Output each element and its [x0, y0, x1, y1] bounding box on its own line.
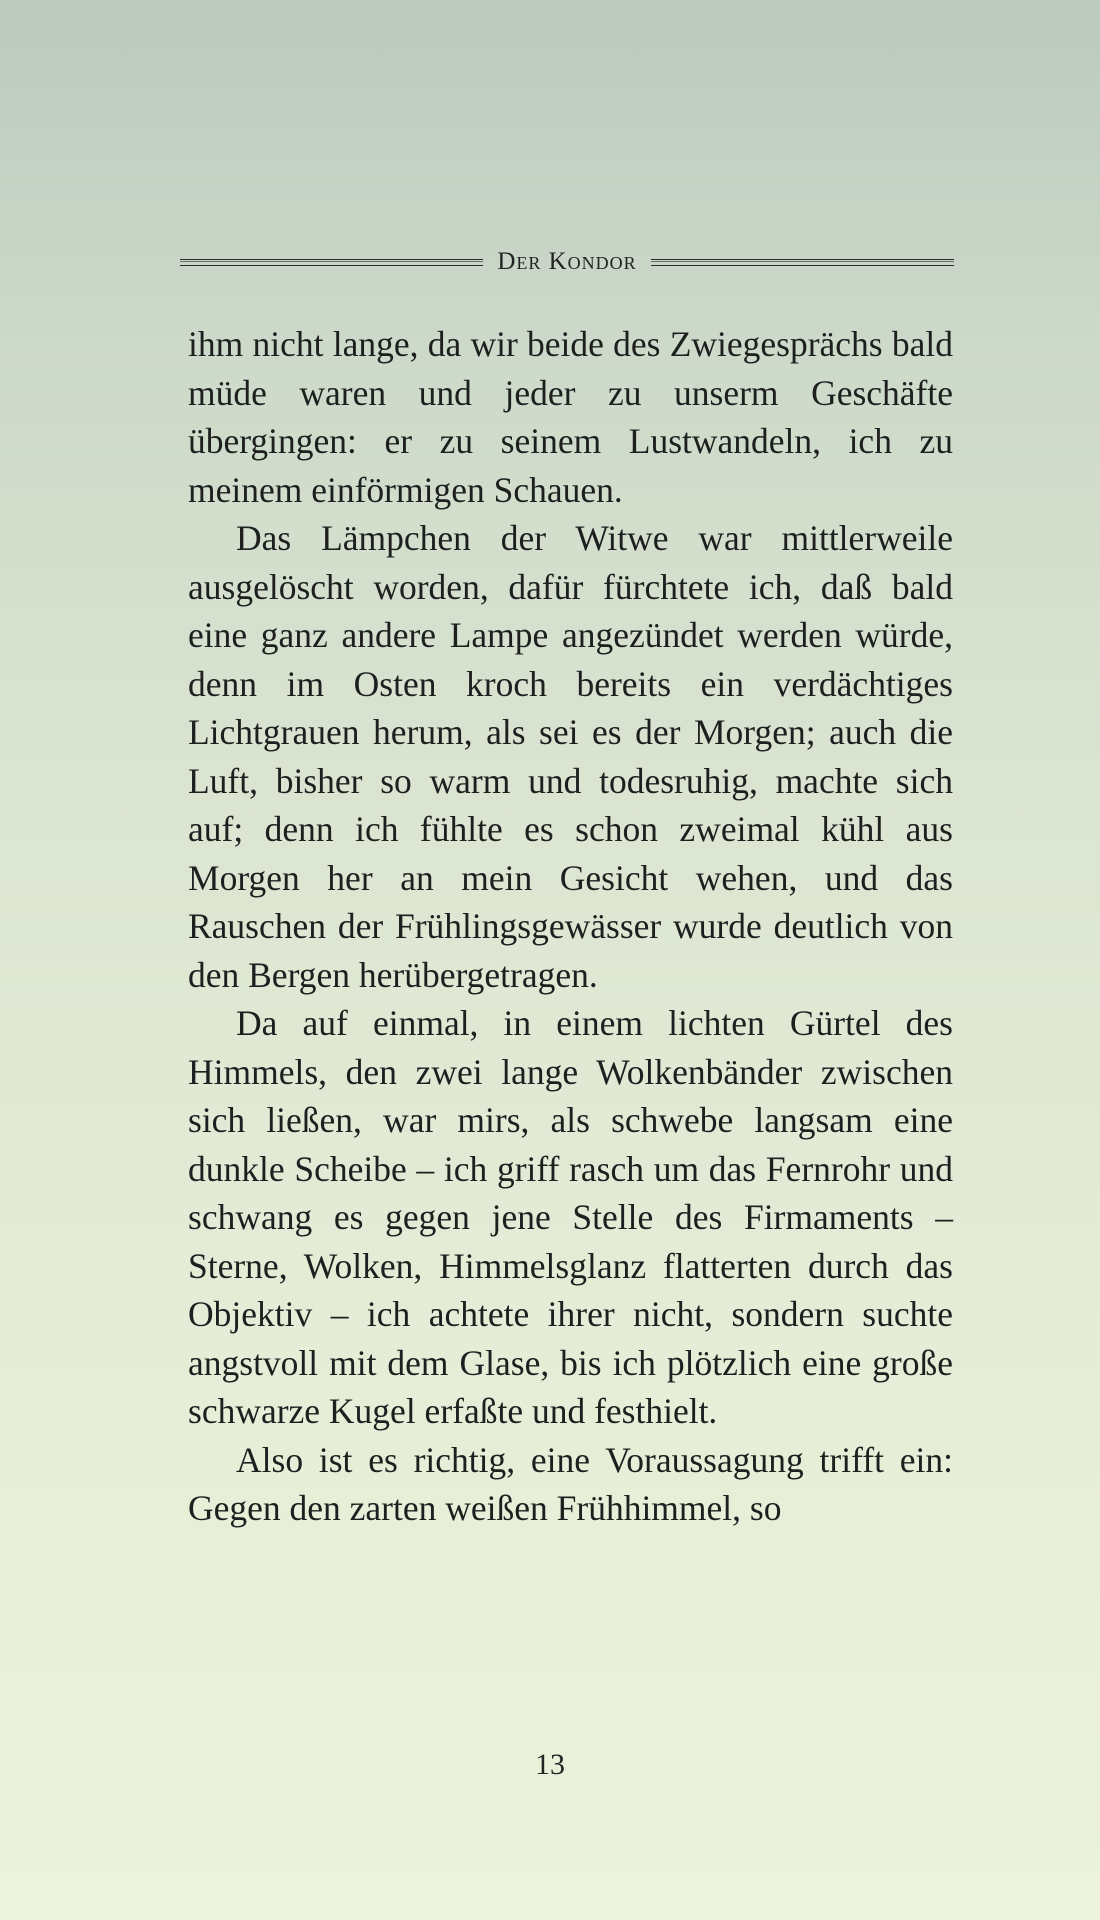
paragraph: Also ist es richtig, eine Voraussagung trifft ein: Gegen den zarten weißen Frühhimmel, so — [188, 1439, 953, 1528]
paragraph: Da auf einmal, in einem lichten Gürtel des Himmels, den zwei lange Wolkenbänder zwischen sich ließen, war mirs, als schwebe langsam eine dunkle Scheibe – ich griff rasch um das Fernrohr und schwang es gegen jene Stelle des Firmaments – Sterne, Wolken, Himmelsglanz flatterten durch das Objektiv – ich achtete ihrer nicht, sondern suchte angstvoll mit dem Glase, bis ich plötzlich eine große schwarze Kugel erfaßte und festhielt. — [188, 1003, 953, 1431]
page-number: 13 — [535, 1748, 565, 1781]
paragraph: Das Lämpchen der Witwe war mittlerweile ausgelöscht worden, dafür fürchtete ich, daß bald eine ganz andere Lampe angezündet werden würde, denn im Osten kroch bereits ein verdächtiges Lichtgrauen herum, als sei es der Morgen; auch die Luft, bisher so warm und todesruhig, machte sich auf; denn ich fühlte es schon zweimal kühl aus Morgen her an mein Gesicht wehen, und das Rauschen der Frühlingsgewässer wurde deutlich von den Bergen herübergetragen. — [188, 518, 953, 995]
running-header — [180, 242, 954, 282]
body-text — [188, 320, 953, 1533]
header-rule-left — [180, 259, 483, 266]
header-rule-right — [651, 259, 954, 266]
paragraph: ihm nicht lange, da wir beide des Zwiegesprächs bald müde waren und jeder zu unserm Geschäfte übergingen: er zu seinem Lustwandeln, ich zu meinem einförmigen Schauen. — [188, 324, 953, 510]
running-header-title: Der Kondor — [497, 248, 637, 275]
